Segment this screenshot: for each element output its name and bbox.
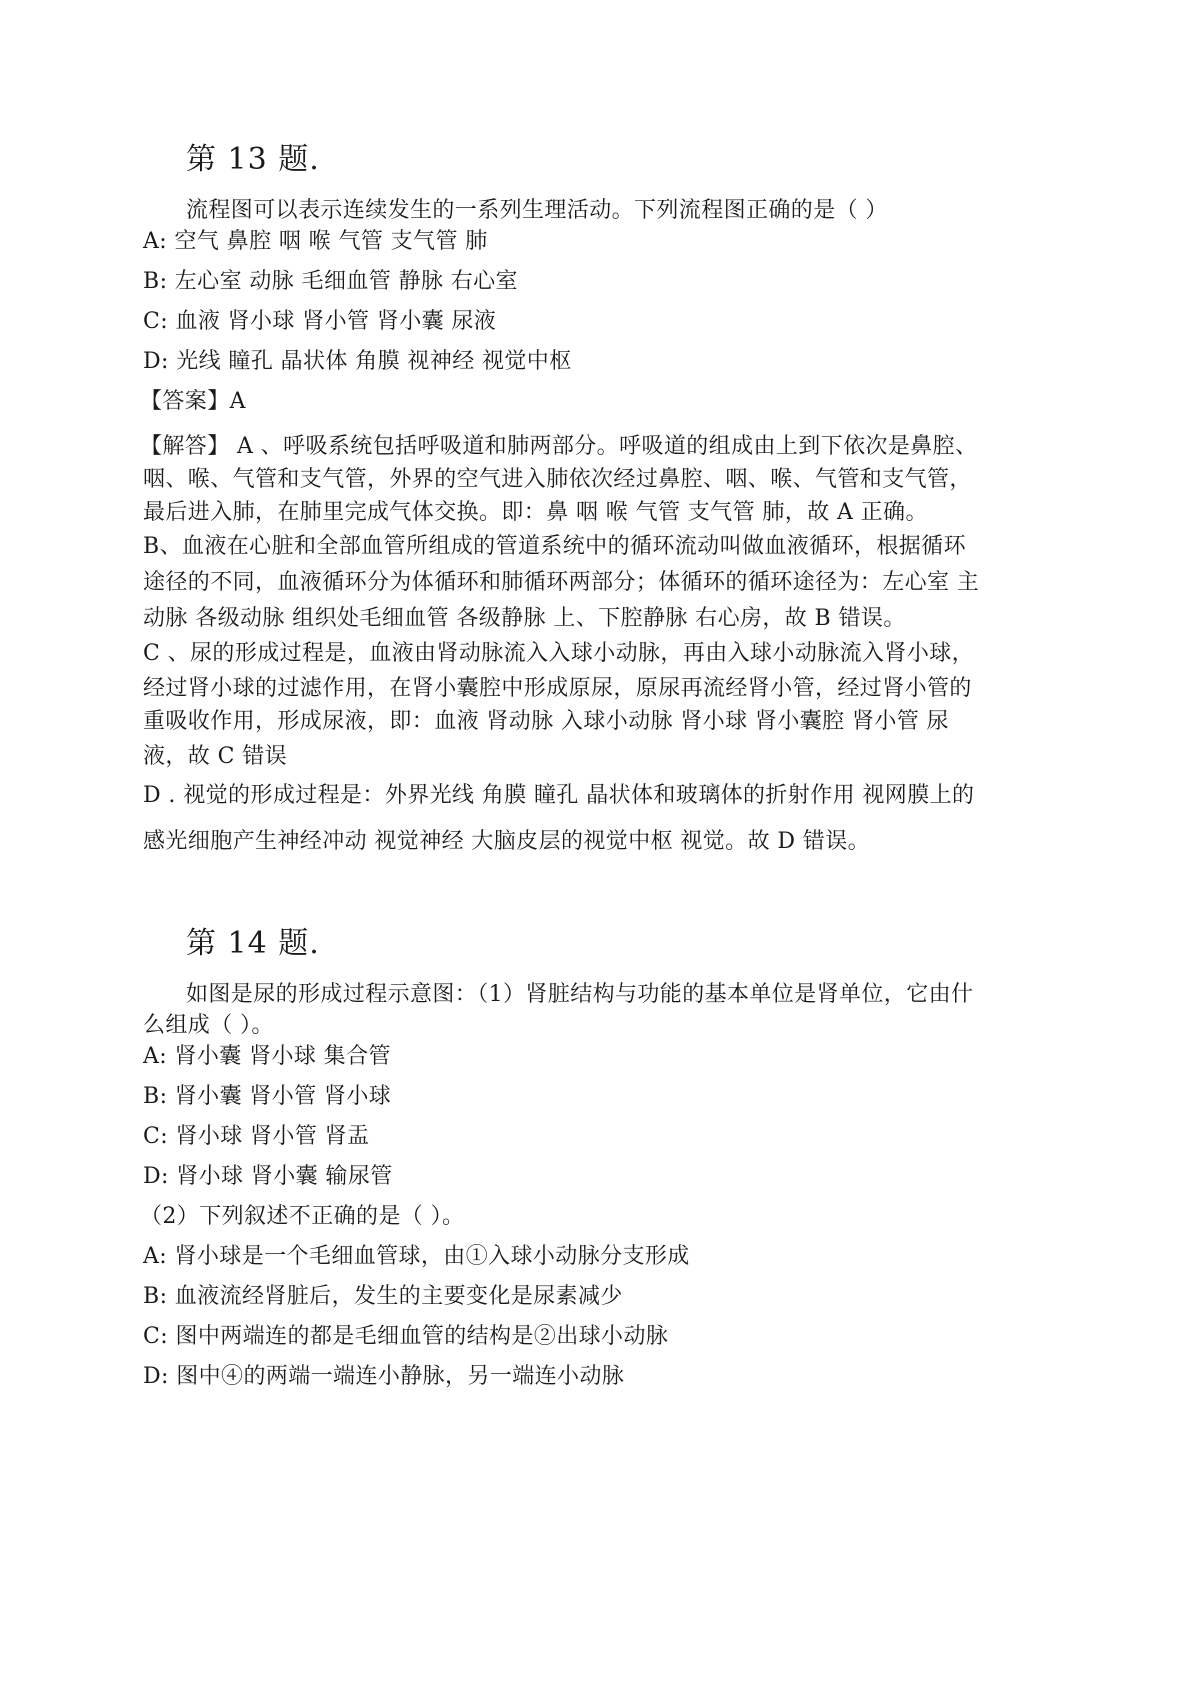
q13-option-c: C: 血液 肾小球 肾小管 肾小囊 尿液: [143, 309, 497, 334]
q13-option-d: D: 光线 瞳孔 晶状体 角膜 视神经 视觉中枢: [143, 349, 572, 374]
q13-analysis-line: B、血液在心脏和全部血管所组成的管道系统中的循环流动叫做血液循环，根据循环: [143, 534, 966, 559]
q14-part2-option-c: C: 图中两端连的都是毛细血管的结构是②出球小动脉: [143, 1324, 669, 1349]
q13-analysis-line: C 、尿的形成过程是，血液由肾动脉流入入球小动脉，再由入球小动脉流入肾小球，: [143, 641, 975, 666]
question-13-title: 第 13 题.: [186, 142, 320, 177]
q14-part1-option-d: D: 肾小球 肾小囊 输尿管: [143, 1164, 393, 1189]
q13-answer: 【答案】A: [140, 389, 246, 414]
q14-part2-option-a: A: 肾小球是一个毛细血管球，由①入球小动脉分支形成: [143, 1244, 690, 1269]
q13-analysis-line: 感光细胞产生神经冲动 视觉神经 大脑皮层的视觉中枢 视觉。故 D 错误。: [143, 829, 871, 854]
q13-analysis-line: 途径的不同，血液循环分为体循环和肺循环两部分；体循环的循环途径为：左心室 主: [143, 570, 980, 595]
q13-analysis-line: 动脉 各级动脉 组织处毛细血管 各级静脉 上、下腔静脉 右心房，故 B 错误。: [143, 606, 906, 631]
q13-option-b: B: 左心室 动脉 毛细血管 静脉 右心室: [143, 269, 518, 294]
question-14-title: 第 14 题.: [186, 926, 320, 961]
q13-option-a: A: 空气 鼻腔 咽 喉 气管 支气管 肺: [143, 229, 488, 254]
q14-part1-option-a: A: 肾小囊 肾小球 集合管: [143, 1044, 391, 1069]
q13-analysis-line: 最后进入肺，在肺里完成气体交换。即：鼻 咽 喉 气管 支气管 肺，故 A 正确。: [143, 500, 928, 525]
q14-part1-option-b: B: 肾小囊 肾小管 肾小球: [143, 1084, 392, 1109]
q13-analysis-line: 经过肾小球的过滤作用，在肾小囊腔中形成原尿，原尿再流经肾小管，经过肾小管的: [143, 676, 972, 701]
question-14-stem: 么组成（ ）。: [143, 1013, 274, 1038]
q14-part1-option-c: C: 肾小球 肾小管 肾盂: [143, 1124, 370, 1149]
q14-part2-option-b: B: 血液流经肾脏后，发生的主要变化是尿素减少: [143, 1284, 623, 1309]
q13-analysis-line: D . 视觉的形成过程是：外界光线 角膜 瞳孔 晶状体和玻璃体的折射作用 视网膜上的: [143, 783, 975, 808]
q13-analysis-line: 重吸收作用，形成尿液，即：血液 肾动脉 入球小动脉 肾小球 肾小囊腔 肾小管 尿: [143, 709, 949, 734]
question-14-stem: 如图是尿的形成过程示意图：（1）肾脏结构与功能的基本单位是肾单位，它由什: [186, 982, 974, 1007]
q13-analysis-line: 咽、喉、气管和支气管，外界的空气进入肺依次经过鼻腔、咽、喉、气管和支气管，: [143, 467, 972, 492]
q13-analysis-line: 液，故 C 错误: [143, 744, 288, 769]
q14-part2-option-d: D: 图中④的两端一端连小静脉，另一端连小动脉: [143, 1364, 625, 1389]
q14-part2-question: （2）下列叙述不正确的是（ ）。: [140, 1204, 465, 1229]
question-13-stem: 流程图可以表示连续发生的一系列生理活动。下列流程图正确的是（ ）: [186, 198, 888, 223]
q13-analysis-line: 【解答】 A 、呼吸系统包括呼吸道和肺两部分。呼吸道的组成由上到下依次是鼻腔、: [140, 434, 978, 459]
